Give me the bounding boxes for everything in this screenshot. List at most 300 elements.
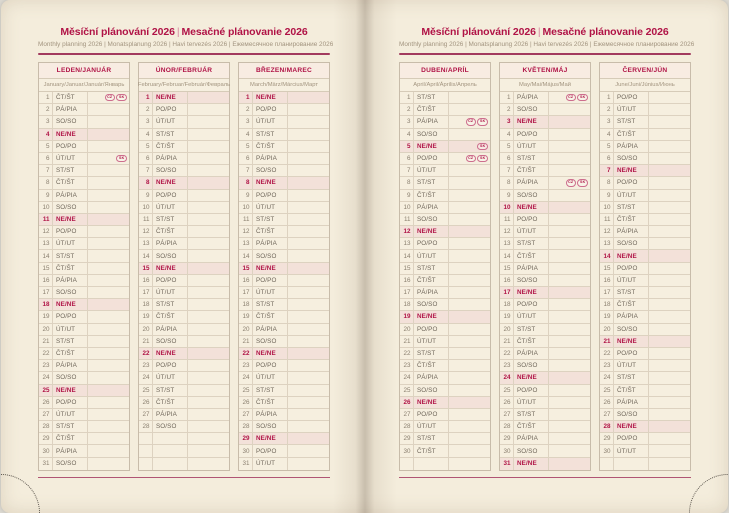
- weekday-label: ÚT/UT: [53, 324, 88, 335]
- notes-cell: [88, 190, 129, 201]
- day-row: [400, 458, 490, 470]
- day-number: 11: [400, 214, 414, 225]
- weekday-label: ČT/ŠT: [414, 360, 449, 371]
- day-number: 6: [600, 153, 614, 164]
- notes-cell: [449, 458, 490, 470]
- notes-cell: [649, 153, 690, 164]
- day-number: 24: [400, 372, 414, 383]
- day-row: [400, 214, 490, 226]
- weekday-label: PÁ/PIA: [53, 445, 88, 456]
- notes-cell: [449, 104, 490, 115]
- weekday-label: NE/NE: [614, 165, 649, 176]
- day-number: 15: [39, 263, 53, 274]
- day-row: [139, 250, 229, 262]
- weekday-label: ST/ST: [514, 324, 549, 335]
- day-row: [139, 421, 229, 433]
- day-number: 21: [600, 336, 614, 347]
- day-number: 16: [400, 275, 414, 286]
- weekday-label: NE/NE: [253, 92, 288, 103]
- day-number: 20: [39, 324, 53, 335]
- day-number: 6: [500, 153, 514, 164]
- weekday-label: NE/NE: [153, 92, 188, 103]
- day-row: [39, 104, 129, 116]
- day-number: 1: [500, 92, 514, 103]
- holiday-badge-sk: SK: [477, 118, 488, 126]
- day-number: 5: [400, 141, 414, 152]
- notes-cell: [549, 238, 590, 249]
- day-number: 11: [39, 214, 53, 225]
- notes-cell: [449, 129, 490, 140]
- day-number: 24: [39, 372, 53, 383]
- weekday-label: SO/SO: [414, 214, 449, 225]
- notes-cell: [449, 385, 490, 396]
- day-number: 16: [39, 275, 53, 286]
- weekday-label: [153, 433, 188, 444]
- weekday-label: NE/NE: [153, 177, 188, 188]
- weekday-label: PÁ/PIA: [53, 190, 88, 201]
- day-row: [239, 433, 329, 445]
- day-row: [600, 153, 690, 165]
- day-number: 27: [600, 409, 614, 420]
- weekday-label: ST/ST: [614, 287, 649, 298]
- day-row: [139, 336, 229, 348]
- day-number: 19: [600, 311, 614, 322]
- notes-cell: [649, 311, 690, 322]
- weekday-label: SO/SO: [253, 250, 288, 261]
- day-row: [400, 287, 490, 299]
- month-title: DUBEN/APRÍL: [400, 63, 490, 79]
- weekday-label: PO/PO: [153, 104, 188, 115]
- notes-cell: [549, 92, 590, 103]
- holiday-badge-sk: SK: [116, 155, 127, 163]
- notes-cell: [88, 324, 129, 335]
- weekday-label: ÚT/UT: [414, 336, 449, 347]
- day-row: [400, 190, 490, 202]
- day-row: [600, 202, 690, 214]
- notes-cell: [88, 104, 129, 115]
- day-row: [139, 92, 229, 104]
- notes-cell: [549, 311, 590, 322]
- weekday-label: PO/PO: [514, 129, 549, 140]
- notes-cell: [549, 190, 590, 201]
- day-row: [39, 360, 129, 372]
- weekday-label: ST/ST: [53, 165, 88, 176]
- weekday-label: ST/ST: [514, 153, 549, 164]
- notes-cell: [288, 299, 329, 310]
- day-row: [139, 214, 229, 226]
- day-row: [239, 153, 329, 165]
- day-number: [139, 458, 153, 470]
- notes-cell: [649, 263, 690, 274]
- notes-cell: [188, 311, 229, 322]
- day-number: 7: [139, 165, 153, 176]
- weekday-label: ST/ST: [153, 129, 188, 140]
- day-number: 8: [139, 177, 153, 188]
- weekday-label: SO/SO: [414, 129, 449, 140]
- day-number: 1: [600, 92, 614, 103]
- day-number: 27: [239, 409, 253, 420]
- weekday-label: ST/ST: [253, 299, 288, 310]
- notes-cell: [188, 165, 229, 176]
- day-row: [500, 202, 590, 214]
- weekday-label: PÁ/PIA: [414, 372, 449, 383]
- page-title: [38, 26, 330, 38]
- weekday-label: PO/PO: [153, 275, 188, 286]
- day-row: [239, 421, 329, 433]
- day-number: 14: [39, 250, 53, 261]
- day-row: [239, 129, 329, 141]
- day-row: [600, 226, 690, 238]
- weekday-label: ÚT/UT: [614, 445, 649, 456]
- weekday-label: ČT/ŠT: [514, 421, 549, 432]
- day-number: 30: [39, 445, 53, 456]
- day-row: [139, 226, 229, 238]
- weekday-label: PO/PO: [53, 311, 88, 322]
- weekday-label: [614, 458, 649, 470]
- day-number: 17: [39, 287, 53, 298]
- month-table-may: [499, 62, 591, 471]
- weekday-label: ÚT/UT: [514, 226, 549, 237]
- notes-cell: [549, 165, 590, 176]
- day-row: [39, 92, 129, 104]
- day-number: 26: [400, 397, 414, 408]
- weekday-label: ST/ST: [53, 250, 88, 261]
- weekday-label: NE/NE: [53, 129, 88, 140]
- notes-cell: [649, 92, 690, 103]
- weekday-label: ST/ST: [153, 214, 188, 225]
- weekday-label: PÁ/PIA: [53, 360, 88, 371]
- day-row: [500, 190, 590, 202]
- notes-cell: [549, 214, 590, 225]
- weekday-label: ÚT/UT: [414, 165, 449, 176]
- notes-cell: [549, 348, 590, 359]
- day-number: 25: [39, 385, 53, 396]
- weekday-label: ČT/ŠT: [53, 92, 88, 103]
- day-number: 4: [600, 129, 614, 140]
- notes-cell: [288, 116, 329, 127]
- day-row: [600, 336, 690, 348]
- day-row: [400, 202, 490, 214]
- day-number: 26: [139, 397, 153, 408]
- day-row: [500, 348, 590, 360]
- weekday-label: ÚT/UT: [53, 238, 88, 249]
- day-row: [39, 177, 129, 189]
- day-number: [139, 433, 153, 444]
- weekday-label: ČT/ŠT: [53, 177, 88, 188]
- day-number: 20: [600, 324, 614, 335]
- notes-cell: [188, 433, 229, 444]
- notes-cell: [188, 116, 229, 127]
- notes-cell: [288, 238, 329, 249]
- notes-cell: [449, 372, 490, 383]
- notes-cell: [188, 92, 229, 103]
- notes-cell: [449, 336, 490, 347]
- weekday-label: PO/PO: [253, 445, 288, 456]
- day-row: [400, 372, 490, 384]
- day-number: 4: [500, 129, 514, 140]
- weekday-label: SO/SO: [614, 238, 649, 249]
- page-title-czech: Měsíční plánování 2026: [421, 26, 536, 38]
- weekday-label: PO/PO: [53, 141, 88, 152]
- day-number: 25: [600, 385, 614, 396]
- notes-cell: [188, 397, 229, 408]
- notes-cell: [649, 238, 690, 249]
- day-number: 19: [39, 311, 53, 322]
- day-number: 5: [500, 141, 514, 152]
- weekday-label: NE/NE: [53, 214, 88, 225]
- weekday-label: ČT/ŠT: [53, 433, 88, 444]
- notes-cell: [288, 104, 329, 115]
- day-number: 19: [500, 311, 514, 322]
- notes-cell: [188, 250, 229, 261]
- weekday-label: ČT/ŠT: [53, 263, 88, 274]
- weekday-label: PO/PO: [614, 348, 649, 359]
- day-number: 24: [239, 372, 253, 383]
- day-number: 3: [39, 116, 53, 127]
- day-row: [39, 202, 129, 214]
- notes-cell: [288, 92, 329, 103]
- day-row: [500, 360, 590, 372]
- notes-cell: [649, 372, 690, 383]
- weekday-label: PO/PO: [514, 214, 549, 225]
- day-row: [500, 275, 590, 287]
- weekday-label: ÚT/UT: [514, 311, 549, 322]
- day-number: 26: [600, 397, 614, 408]
- weekday-label: ČT/ŠT: [153, 141, 188, 152]
- notes-cell: [649, 250, 690, 261]
- day-number: 23: [139, 360, 153, 371]
- day-number: 1: [239, 92, 253, 103]
- day-number: 13: [600, 238, 614, 249]
- weekday-label: ÚT/UT: [253, 372, 288, 383]
- day-row: [500, 116, 590, 128]
- month-table-april: [399, 62, 491, 471]
- weekday-label: ČT/ŠT: [514, 250, 549, 261]
- day-row: [500, 324, 590, 336]
- notes-cell: [449, 299, 490, 310]
- footer-rule-right: [399, 477, 691, 479]
- day-row: [600, 409, 690, 421]
- weekday-label: ÚT/UT: [53, 409, 88, 420]
- weekday-label: ČT/ŠT: [414, 445, 449, 456]
- day-number: 2: [39, 104, 53, 115]
- day-row: [400, 299, 490, 311]
- footer-rule-left: [38, 477, 330, 479]
- day-row: [39, 311, 129, 323]
- day-row: [500, 299, 590, 311]
- weekday-label: ČT/ŠT: [53, 348, 88, 359]
- day-row: [239, 226, 329, 238]
- page-subtitle: Monthly planning 2026 | Monatsplanung 2026 | Havi tervezés 2026 | Ежемесячное планирование 2026: [399, 41, 695, 48]
- day-number: 17: [239, 287, 253, 298]
- weekday-label: ČT/ŠT: [153, 226, 188, 237]
- day-row: [39, 287, 129, 299]
- day-number: 3: [239, 116, 253, 127]
- holiday-badge-cz: CZ: [466, 155, 476, 163]
- notes-cell: [288, 421, 329, 432]
- weekday-label: PÁ/PIA: [153, 238, 188, 249]
- page-title: [399, 26, 691, 38]
- day-number: 4: [400, 129, 414, 140]
- day-row: [600, 92, 690, 104]
- notes-cell: [88, 287, 129, 298]
- day-number: 6: [39, 153, 53, 164]
- day-number: 17: [600, 287, 614, 298]
- day-row: [39, 116, 129, 128]
- notes-cell: [549, 409, 590, 420]
- notes-cell: [288, 445, 329, 456]
- day-number: 15: [400, 263, 414, 274]
- notes-cell: [88, 202, 129, 213]
- day-row: [500, 458, 590, 470]
- day-row: [500, 250, 590, 262]
- months-row-left: [38, 62, 330, 471]
- day-number: 14: [139, 250, 153, 261]
- weekday-label: PO/PO: [414, 238, 449, 249]
- notes-cell: [288, 250, 329, 261]
- notes-cell: [88, 360, 129, 371]
- weekday-label: SO/SO: [253, 336, 288, 347]
- day-row: [239, 250, 329, 262]
- weekday-label: SO/SO: [514, 360, 549, 371]
- weekday-label: PÁ/PIA: [514, 263, 549, 274]
- day-number: 1: [39, 92, 53, 103]
- day-row: [39, 250, 129, 262]
- weekday-label: SO/SO: [53, 372, 88, 383]
- day-number: 28: [139, 421, 153, 432]
- day-number: 22: [400, 348, 414, 359]
- day-row: [500, 104, 590, 116]
- notes-cell: [549, 116, 590, 127]
- notes-cell: [549, 372, 590, 383]
- day-row: [400, 445, 490, 457]
- notes-cell: [288, 190, 329, 201]
- notes-cell: [188, 324, 229, 335]
- title-separator: |: [537, 26, 541, 38]
- day-row: [600, 275, 690, 287]
- month-table-february: [138, 62, 230, 471]
- notes-cell: [88, 311, 129, 322]
- day-number: 11: [600, 214, 614, 225]
- day-number: 19: [400, 311, 414, 322]
- notes-cell: [188, 372, 229, 383]
- notes-cell: [449, 263, 490, 274]
- day-row: [239, 397, 329, 409]
- day-number: 5: [139, 141, 153, 152]
- notes-cell: [288, 311, 329, 322]
- notes-cell: [288, 202, 329, 213]
- weekday-label: PÁ/PIA: [53, 275, 88, 286]
- day-number: 10: [239, 202, 253, 213]
- weekday-label: PO/PO: [414, 153, 449, 164]
- weekday-label: PO/PO: [53, 397, 88, 408]
- day-number: 12: [500, 226, 514, 237]
- day-number: 16: [139, 275, 153, 286]
- weekday-label: NE/NE: [614, 421, 649, 432]
- weekday-label: PO/PO: [53, 226, 88, 237]
- day-row: [39, 153, 129, 165]
- weekday-label: SO/SO: [253, 165, 288, 176]
- day-number: 2: [239, 104, 253, 115]
- weekday-label: SO/SO: [514, 190, 549, 201]
- day-row: [139, 445, 229, 457]
- notes-cell: [188, 275, 229, 286]
- notes-cell: [288, 129, 329, 140]
- day-row: [139, 311, 229, 323]
- notes-cell: [288, 385, 329, 396]
- day-row: [400, 385, 490, 397]
- day-row: [400, 311, 490, 323]
- day-number: 2: [400, 104, 414, 115]
- day-number: 11: [239, 214, 253, 225]
- notes-cell: [449, 190, 490, 201]
- page-right: [365, 0, 728, 513]
- day-number: 2: [500, 104, 514, 115]
- weekday-label: ČT/ŠT: [514, 165, 549, 176]
- notes-cell: [288, 336, 329, 347]
- notes-cell: [88, 214, 129, 225]
- day-number: 8: [39, 177, 53, 188]
- notes-cell: [449, 214, 490, 225]
- day-number: 20: [500, 324, 514, 335]
- weekday-label: ST/ST: [514, 409, 549, 420]
- page-left: [1, 0, 402, 513]
- day-number: 12: [139, 226, 153, 237]
- weekday-label: NE/NE: [53, 299, 88, 310]
- day-row: [500, 141, 590, 153]
- notes-cell: [188, 104, 229, 115]
- day-row: [400, 165, 490, 177]
- notes-cell: [649, 299, 690, 310]
- notes-cell: [188, 238, 229, 249]
- day-number: 26: [39, 397, 53, 408]
- holiday-badge-cz: CZ: [566, 94, 576, 102]
- day-row: [400, 116, 490, 128]
- notes-cell: [449, 311, 490, 322]
- day-row: [239, 385, 329, 397]
- month-subtitle: June/Juni/Június/Июнь: [600, 79, 690, 92]
- weekday-label: SO/SO: [153, 421, 188, 432]
- weekday-label: PO/PO: [614, 433, 649, 444]
- day-row: [400, 275, 490, 287]
- weekday-label: NE/NE: [514, 287, 549, 298]
- day-row: [400, 360, 490, 372]
- day-number: 22: [39, 348, 53, 359]
- weekday-label: ÚT/UT: [153, 202, 188, 213]
- weekday-label: SO/SO: [53, 458, 88, 470]
- day-row: [239, 202, 329, 214]
- weekday-label: SO/SO: [53, 202, 88, 213]
- notes-cell: [649, 421, 690, 432]
- weekday-label: NE/NE: [253, 177, 288, 188]
- weekday-label: NE/NE: [514, 116, 549, 127]
- month-subtitle: May/Mai/Május/Май: [500, 79, 590, 92]
- day-row: [39, 458, 129, 470]
- weekday-label: PO/PO: [414, 409, 449, 420]
- day-number: 9: [239, 190, 253, 201]
- day-row: [39, 433, 129, 445]
- weekday-label: ČT/ŠT: [514, 336, 549, 347]
- day-number: 6: [139, 153, 153, 164]
- notes-cell: [549, 177, 590, 188]
- notes-cell: [649, 397, 690, 408]
- notes-cell: [88, 372, 129, 383]
- weekday-label: PÁ/PIA: [614, 226, 649, 237]
- day-row: [400, 238, 490, 250]
- day-number: 29: [400, 433, 414, 444]
- day-row: [500, 165, 590, 177]
- weekday-label: [153, 458, 188, 470]
